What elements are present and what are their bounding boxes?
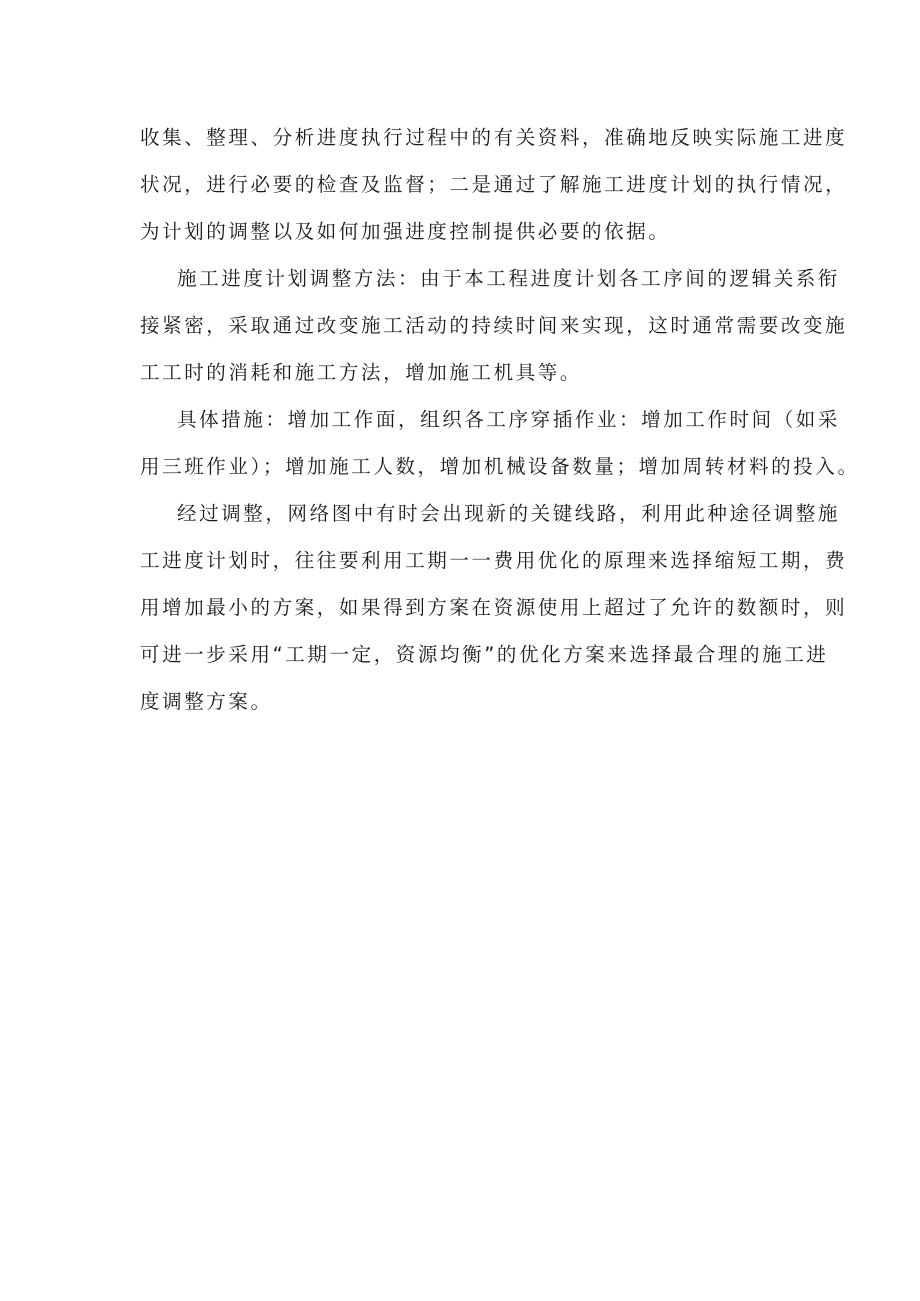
- text-line: 施工进度计划调整方法：由于本工程进度计划各工序间的逻辑关系衔: [177, 267, 841, 290]
- text-line: 具体措施：增加工作面，组织各工序穿插作业：增加工作时间（如采: [177, 408, 841, 431]
- text-line: 用三班作业）；增加施工人数，增加机械设备数量；增加周转材料的投入。: [140, 455, 860, 478]
- text-line: 状况，进行必要的检查及监督；二是通过了解施工进度计划的执行情况，: [140, 173, 848, 196]
- text-line: 为计划的调整以及如何加强进度控制提供必要的依据。: [140, 220, 671, 243]
- text-line: 收集、整理、分析进度执行过程中的有关资料，准确地反映实际施工进度: [140, 126, 848, 149]
- text-line: 工工时的消耗和施工方法，增加施工机具等。: [140, 361, 583, 384]
- text-line: 工进度计划时，往往要利用工期一一费用优化的原理来选择缩短工期，费: [140, 549, 848, 572]
- text-line: 可进一步采用“工期一定，资源均衡”的优化方案来选择最合理的施工进: [140, 643, 829, 666]
- text-line: 用增加最小的方案，如果得到方案在资源使用上超过了允许的数额时，则: [140, 596, 848, 619]
- text-line: 度调整方案。: [140, 690, 273, 713]
- text-line: 经过调整，网络图中有时会出现新的关键线路，利用此种途径调整施: [177, 502, 841, 525]
- text-line: 接紧密，采取通过改变施工活动的持续时间来实现，这时通常需要改变施: [140, 314, 848, 337]
